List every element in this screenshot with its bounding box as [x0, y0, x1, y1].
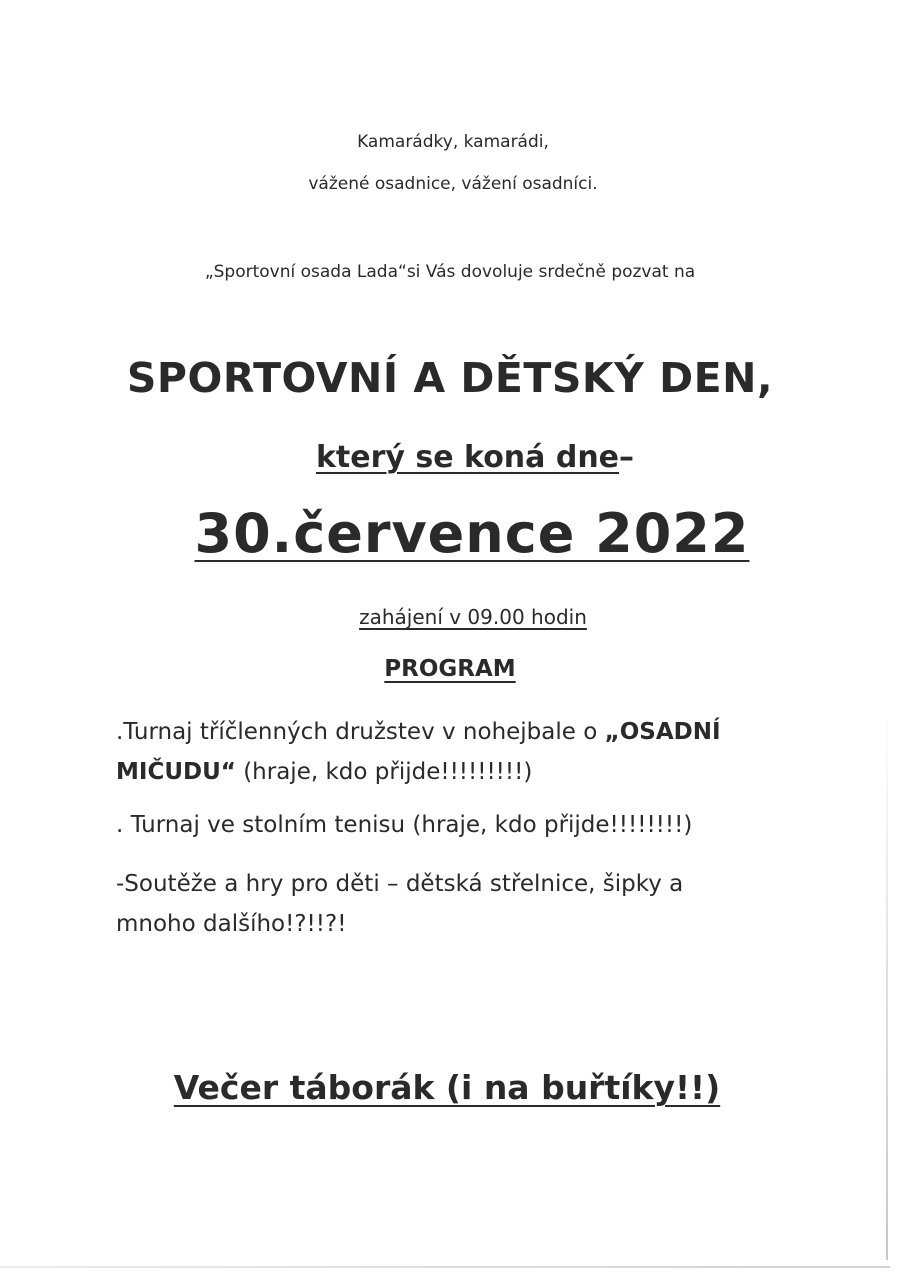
program-item-1-prefix: .Turnaj tříčlenných družstev v nohejbale o [116, 719, 605, 745]
scan-edge-bottom [0, 1266, 890, 1268]
evening-campfire-text: Večer táborák (i na buřtíky!!) [173, 1068, 721, 1107]
program-heading [0, 656, 900, 682]
event-title: SPORTOVNÍ A DĚTSKÝ DEN, [126, 354, 774, 402]
program-item-1-highlight: „OSADNÍ MIČUDU“ [116, 719, 721, 785]
event-date-text: 30.července 2022 [194, 502, 750, 565]
program-item-1-suffix: (hraje, kdo přijde!!!!!!!!!) [235, 759, 533, 785]
program-item-2: . Turnaj ve stolním tenisu (hraje, kdo přijde!!!!!!!!) [116, 812, 693, 838]
evening-campfire [0, 1068, 897, 1107]
event-date [22, 502, 900, 565]
event-start-time [23, 605, 900, 629]
greeting-line-2: vážené osadnice, vážení osadníci. [308, 174, 598, 194]
subtitle-dash: – [619, 440, 635, 475]
program-item-1 [116, 712, 756, 792]
event-start-text: zahájení v 09.00 hodin [359, 605, 587, 629]
program-item-3: -Soutěže a hry pro děti – dětská střelnice, šipky a mnoho dalšího!?!!?! [116, 871, 684, 937]
greeting-line-1: Kamarádky, kamarádi, [357, 132, 549, 152]
invitation-text: „Sportovní osada Lada“si Vás dovoluje srdečně pozvat na [204, 262, 696, 282]
event-subtitle-text: který se koná dne [315, 440, 620, 475]
scan-edge-right [886, 700, 888, 1260]
event-subtitle [25, 440, 900, 475]
program-heading-text: PROGRAM [384, 656, 516, 682]
